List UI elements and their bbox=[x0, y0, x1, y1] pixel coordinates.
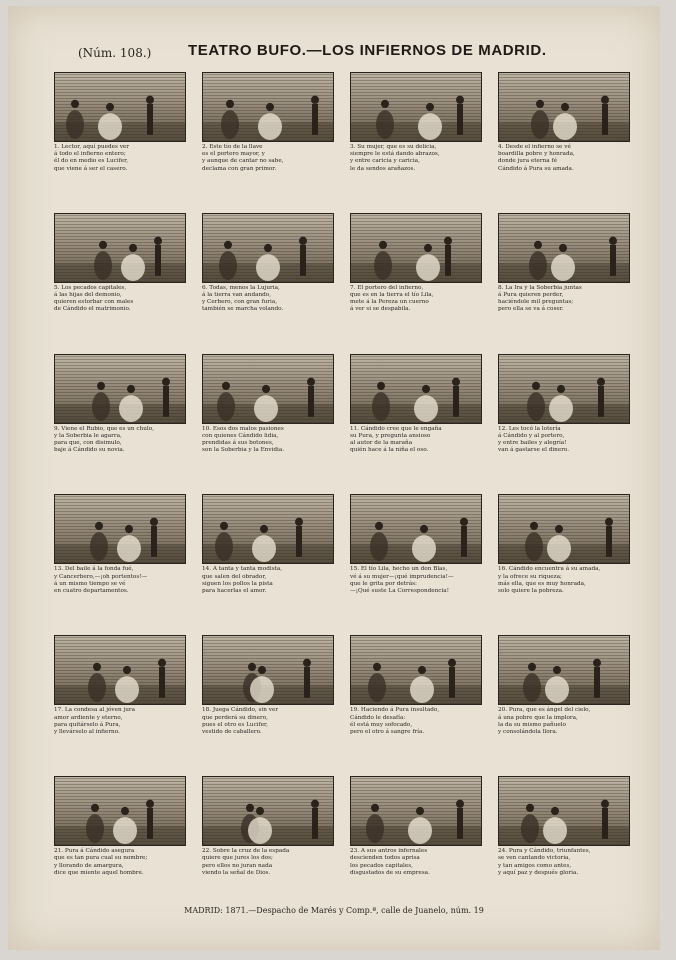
engraving-illustration bbox=[498, 213, 630, 283]
vignette-1 bbox=[52, 68, 188, 209]
vignette-caption: 13. Del baile á la fonda fué, y Cancerbero,—¡oh portentos!— á un mismo tiempo se vé en cuatro departamentos. bbox=[54, 566, 148, 595]
vignette-caption: 20. Pura, que es ángel del cielo, á una pobre que la implora, la da su mismo pañuelo y consolándola llora. bbox=[498, 707, 591, 735]
engraving-illustration bbox=[202, 213, 334, 283]
imprint-footer: MADRID: 1871.—Despacho de Marés y Comp.ª, calle de Juanelo, núm. 19 bbox=[184, 906, 484, 915]
vignette-12 bbox=[496, 350, 632, 491]
vignette-caption: 19. Haciendo á Pura insultado, Cándido le desafía: él está muy sofocado, pero el otro á sangre fría. bbox=[350, 707, 440, 735]
page-header bbox=[8, 42, 660, 66]
vignette-caption: 24. Pura y Cándido, triunfantes, se ven cantando victoria, y tan amigos como antes, y aquí paz y después gloria. bbox=[498, 848, 591, 876]
vignette-caption: 21. Pura á Cándido asegura que es tan pura cual su nombre; y llorando de amargura, dice que miente aquel hombre. bbox=[54, 848, 148, 876]
vignette-caption: 8. La Ira y la Soberbia juntas á Pura quieren perder, haciéndole mil preguntas; pero ella se va á coser. bbox=[498, 284, 582, 313]
engraving-illustration bbox=[202, 354, 334, 424]
vignette-caption: 14. A tanta y tanta modista, que salen del obrador, siguen los pollos la pista para hacerlas el amor. bbox=[202, 566, 283, 595]
vignette-caption: 10. Esos dos malos pasiones con quienes Cándido lidia, prendidas á sus botones, son la Soberbia y la Envidia. bbox=[202, 425, 285, 454]
vignette-13 bbox=[52, 490, 188, 631]
engraving-illustration bbox=[202, 776, 334, 846]
vignette-caption: 1. Lector, aquí puedes ver á todo el infierno entero; él do en medio es Lucifer, que viene á ser el casero. bbox=[54, 144, 130, 172]
engraving-illustration bbox=[54, 213, 186, 283]
engraving-illustration bbox=[498, 72, 630, 142]
engraving-illustration bbox=[54, 635, 186, 705]
vignette-caption: 12. Les tocó la lotería á Cándido y al portero, y entre bailes y alegría! van á gastarse el dinero. bbox=[498, 425, 570, 454]
engraving-illustration bbox=[54, 354, 186, 424]
vignette-23 bbox=[348, 772, 484, 913]
vignette-caption: 16. Cándido encuentra á su amada, y la ofrece su riqueza; más ella, que es muy honrada, solo quiere la pobreza. bbox=[498, 566, 601, 595]
sheet-number: (Núm. 108.) bbox=[78, 46, 152, 60]
engraving-illustration bbox=[202, 72, 334, 142]
vignette-2 bbox=[200, 68, 336, 209]
vignette-5 bbox=[52, 209, 188, 350]
engraving-illustration bbox=[498, 494, 630, 564]
engraving-illustration bbox=[54, 72, 186, 142]
engraving-illustration bbox=[54, 494, 186, 564]
engraving-illustration bbox=[350, 635, 482, 705]
vignette-18 bbox=[200, 631, 336, 772]
broadside-sheet bbox=[8, 6, 660, 950]
vignette-caption: 5. Los pecados capitales, á las hijas del demonio, quieren estorbar con males de Cándido el matrimonio. bbox=[54, 284, 134, 313]
engraving-illustration bbox=[350, 494, 482, 564]
vignette-caption: 3. Su mujer, que es su delicia, siempre le está dando abrazos, y entre caricia y caricia, le da sendos arañazos. bbox=[350, 144, 440, 172]
vignette-caption: 23. A sus antros infernales descienden todos aprisa los pecados capitales, disgustados de su empresa. bbox=[350, 848, 430, 876]
vignette-caption: 15. El tío Lila, hecho un don Blas, vé á su mujer—¡qué imprudencia!— que le grita por detrás: —¡Qué suste La Correspondencia! bbox=[350, 566, 454, 595]
illustration-grid bbox=[52, 68, 632, 913]
vignette-19 bbox=[348, 631, 484, 772]
engraving-illustration bbox=[350, 354, 482, 424]
vignette-caption: 22. Sobre la cruz de la espada quiere que jures los dos; pero ellos no juran nada viendo la señal de Dios. bbox=[202, 848, 290, 876]
vignette-caption: 2. Este tío de la llave es el portero mayor, y y aunque de cantar no sabe, declama con gran primor. bbox=[202, 144, 284, 172]
vignette-20 bbox=[496, 631, 632, 772]
engraving-illustration bbox=[350, 72, 482, 142]
vignette-caption: 9. Viene el Rubio, que es un chulo, y la Soberbia le agarra, para que, con disimulo, baje á Cándido su novia. bbox=[54, 425, 154, 454]
vignette-4 bbox=[496, 68, 632, 209]
vignette-11 bbox=[348, 350, 484, 491]
vignette-9 bbox=[52, 350, 188, 491]
vignette-24 bbox=[496, 772, 632, 913]
vignette-caption: 11. Cándido cree que le engaña su Pura, y pregunta ansioso al autor de la maraña quién hace á la niña el oso. bbox=[350, 425, 442, 454]
vignette-16 bbox=[496, 490, 632, 631]
vignette-caption: 17. La condesa al jóven jura amor ardiente y eterno, para quitárselo á Pura, y llevárselo al infierno. bbox=[54, 707, 136, 735]
vignette-caption: 4. Desde el infierno se vé boardilla pobre y honrada, donde jura eterna fé Cándido á Pura su amada. bbox=[498, 144, 575, 172]
vignette-21 bbox=[52, 772, 188, 913]
vignette-10 bbox=[200, 350, 336, 491]
vignette-caption: 7. El portero del infierno, que es en la tierra el tío Lila, mete á la Pereza un cuerno á ver si se despabila. bbox=[350, 284, 434, 313]
engraving-illustration bbox=[498, 354, 630, 424]
vignette-caption: 18. Juega Cándido, sin ver que perderá su dinero, pues el otro es Lucifer, vestido de caballero. bbox=[202, 707, 279, 735]
engraving-illustration bbox=[202, 635, 334, 705]
page-title: TEATRO BUFO.—LOS INFIERNOS DE MADRID. bbox=[188, 42, 547, 59]
engraving-illustration bbox=[498, 776, 630, 846]
vignette-6 bbox=[200, 209, 336, 350]
vignette-caption: 6. Todas, menos la Lujuria, á la tierra van andando, y Cerbero, con gran furia, también se marcha volando. bbox=[202, 284, 284, 313]
vignette-17 bbox=[52, 631, 188, 772]
vignette-14 bbox=[200, 490, 336, 631]
engraving-illustration bbox=[350, 776, 482, 846]
vignette-7 bbox=[348, 209, 484, 350]
engraving-illustration bbox=[498, 635, 630, 705]
vignette-22 bbox=[200, 772, 336, 913]
engraving-illustration bbox=[54, 776, 186, 846]
vignette-15 bbox=[348, 490, 484, 631]
engraving-illustration bbox=[202, 494, 334, 564]
vignette-3 bbox=[348, 68, 484, 209]
vignette-8 bbox=[496, 209, 632, 350]
engraving-illustration bbox=[350, 213, 482, 283]
